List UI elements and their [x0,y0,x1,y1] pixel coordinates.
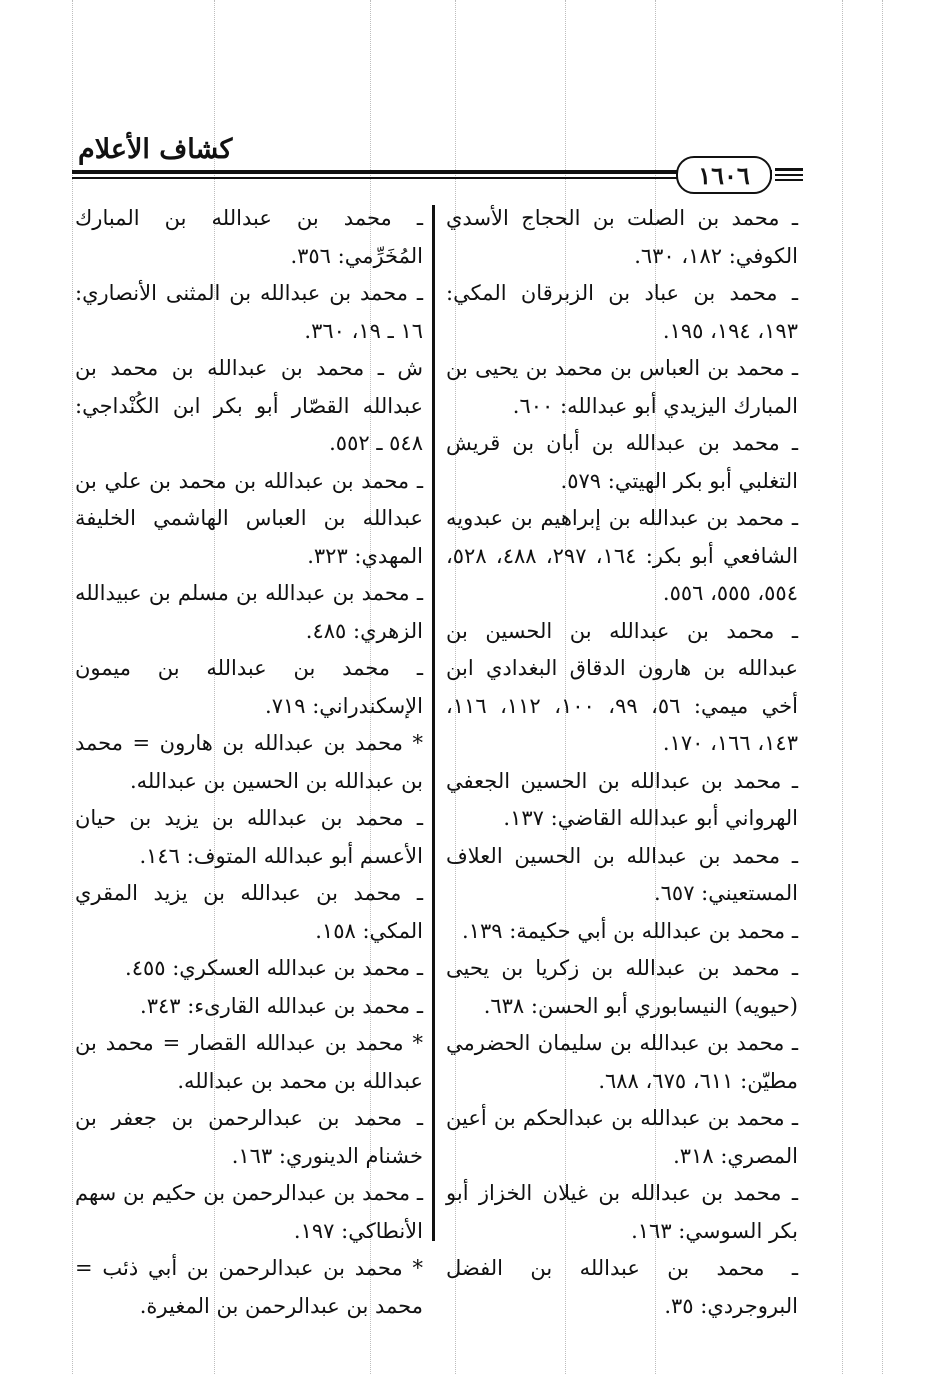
index-entry: ـ محمد بن عبدالله بن محمد بن علي بن عبدالله بن العباس الهاشمي الخليفة المهدي: ٣٢٣. [75,468,423,568]
index-entry: ـ محمد بن عبدالرحمن بن جعفر بن خشنام الدينوري: ١٦٣. [75,1106,423,1168]
index-entry: ـ محمد بن عبدالله بن المثنى الأنصاري: ١٦ ـ ١٩، ٣٦٠. [75,281,423,343]
page-number [676,156,772,194]
page-number-text: ١٦٠٦ [698,160,750,190]
index-entry: * محمد بن عبدالله القصار = محمد بن عبدالله بن محمد بن عبدالله. [75,1031,423,1093]
scan-guide [882,0,883,1374]
index-entry: ـ محمد بن عبدالله بن أبي حكيمة: ١٣٩. [462,918,798,943]
index-column-right [446,200,798,1325]
scan-guide [72,0,73,1374]
index-entry: ـ محمد بن عبدالله بن غيلان الخزاز أبو بكر السوسي: ١٦٣. [446,1181,798,1243]
scan-guide [842,0,843,1374]
header-rule [775,168,803,171]
index-entry: ـ محمد بن عبدالله بن يزيد بن حيان الأعسم أبو عبدالله المتوف: ١٤٦. [75,806,423,868]
header-rule [72,177,772,179]
index-entry: ـ محمد بن عبدالله بن الفضل البروجردي: ٣٥. [446,1256,798,1318]
index-entry: ـ محمد بن عبدالله بن ميمون الإسكندراني: ٧١٩. [75,656,423,718]
index-entry: ـ محمد بن عبدالله بن المبارك المُخَرِّمي: ٣٥٦. [75,206,423,268]
index-entry: ـ محمد بن عبدالله بن زكريا بن يحيى (حيويه) النيسابوري أبو الحسن: ٦٣٨. [446,956,798,1018]
index-entry: ـ محمد بن عبدالله بن الحسين بن عبدالله بن هارون الدقاق البغدادي ابن أخي ميمي: ٥٦، ٩٩، ١٠٠، ١١٢، ١١٦، ١٤٣، ١٦٦، ١٧٠. [446,618,799,755]
index-entry: ـ محمد بن عبدالله بن الحسين الجعفي الهرواني أبو عبدالله القاضي: ١٣٧. [446,768,798,830]
index-entry: * محمد بن عبدالرحمن بن أبي ذئب = محمد بن عبدالرحمن بن المغيرة. [75,1256,423,1318]
index-entry: ـ محمد بن عبدالله العسكري: ٤٥٥. [125,956,423,980]
header-rule [775,179,803,181]
index-entry: * محمد بن عبدالله بن هارون = محمد بن عبدالله بن الحسين بن عبدالله. [75,731,423,793]
index-entry: ـ محمد بن عبدالله بن إبراهيم بن عبدويه الشافعي أبو بكر: ١٦٤، ٢٩٧، ٤٨٨، ٥٢٨، ٥٥٤، ٥٥٥، ٥٥٦. [446,506,799,605]
index-entry: ـ محمد بن عبدالله بن يزيد المقري المكي: ١٥٨. [75,881,423,943]
column-divider [432,205,435,1241]
index-entry: ـ محمد بن الصلت بن الحجاج الأسدي الكوفي: ١٨٢، ٦٣٠. [446,206,798,268]
index-entry: ـ محمد بن عباد بن الزبرقان المكي: ١٩٣، ١٩٤، ١٩٥. [446,281,798,343]
index-column-left [75,200,423,1325]
index-entry: ـ محمد بن عبدالله بن عبدالحكم بن أعين المصري: ٣١٨. [446,1106,798,1168]
index-entry: ش ـ محمد بن عبدالله بن محمد بن عبدالله القصّار أبو بكر ابن الكُنْداجي: ٥٤٨ ـ ٥٥٢. [75,356,423,455]
index-entry: ـ محمد بن عبدالله بن مسلم بن عبيدالله الزهري: ٤٨٥. [75,581,423,643]
index-entry: ـ محمد بن عبدالله بن الحسين العلاف المستعيني: ٦٥٧. [446,843,798,905]
index-entry: ـ محمد بن عبدالرحمن بن حكيم بن سهم الأنطاكي: ١٩٧. [75,1181,423,1243]
page-title: كشاف الأعلام [78,134,233,165]
header-rule [72,170,772,174]
index-entry: ـ محمد بن عبدالله القارىء: ٣٤٣. [140,993,423,1018]
header-rule [775,174,803,176]
index-entry: ـ محمد بن العباس بن محمد بن يحيى بن المبارك اليزيدي أبو عبدالله: ٦٠٠. [446,356,798,418]
index-entry: ـ محمد بن عبدالله بن أبان بن قريش التغلبي أبو بكر الهيتي: ٥٧٩. [446,431,798,493]
index-entry: ـ محمد بن عبدالله بن سليمان الحضرمي مطيّن: ٦١١، ٦٧٥، ٦٨٨. [446,1031,798,1093]
